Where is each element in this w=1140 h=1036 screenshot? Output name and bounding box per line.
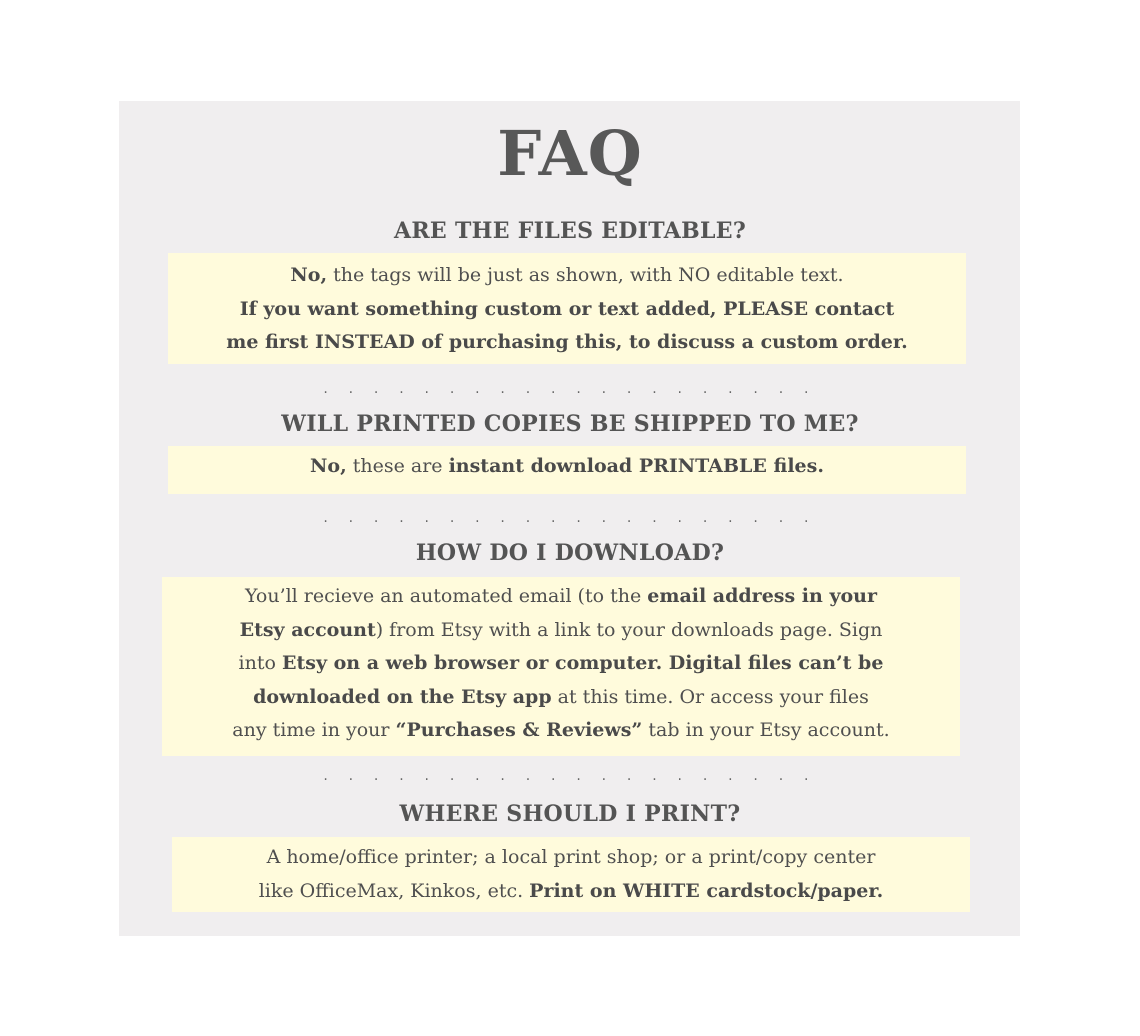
answer-line <box>162 681 960 715</box>
answer-text: any time in your <box>232 719 396 741</box>
answer-text: ) from Etsy with a link to your downloads page. Sign <box>375 618 883 641</box>
answer-line <box>168 450 966 484</box>
answer-line <box>172 841 970 875</box>
faq-answer-editable <box>168 253 966 364</box>
answer-bold-text: No, <box>310 455 347 477</box>
answer-line <box>162 647 960 681</box>
answer-text: into <box>238 652 282 674</box>
faq-question-print: WHERE SHOULD I PRINT? <box>399 801 741 827</box>
answer-bold-text: me first INSTEAD of purchasing this, to discuss a custom order. <box>226 331 908 353</box>
answer-text: the tags will be just as shown, with NO editable text. <box>327 264 844 286</box>
answer-bold-text: Print on WHITE cardstock/paper. <box>529 879 884 902</box>
faq-answer-print <box>172 837 970 912</box>
answer-line <box>162 614 960 648</box>
faq-question-download: HOW DO I DOWNLOAD? <box>415 540 725 566</box>
answer-bold-text: “Purchases & Reviews” <box>395 719 643 741</box>
answer-line <box>168 293 966 327</box>
answer-line <box>162 580 960 614</box>
section-divider: . . . . . . . . . . . . . . . . . . . . <box>323 768 817 784</box>
section-divider: . . . . . . . . . . . . . . . . . . . . <box>323 510 817 526</box>
answer-bold-text: Etsy on a web browser or computer. Digital files can’t be <box>281 652 884 674</box>
answer-bold-text: instant download PRINTABLE files. <box>448 455 824 477</box>
answer-line <box>168 326 966 360</box>
answer-bold-text: If you want something custom or text added, PLEASE contact <box>239 297 895 320</box>
answer-line <box>162 714 960 748</box>
faq-answer-download <box>162 577 960 756</box>
answer-text: like OfficeMax, Kinkos, etc. <box>258 879 530 902</box>
answer-text: A home/office printer; a local print shop; or a print/copy center <box>266 846 876 868</box>
answer-text: tab in your Etsy account. <box>642 719 890 741</box>
faq-question-shipping: WILL PRINTED COPIES BE SHIPPED TO ME? <box>281 411 859 437</box>
answer-bold-text: email address in your <box>647 585 877 607</box>
faq-question-editable: ARE THE FILES EDITABLE? <box>393 218 747 244</box>
answer-bold-text: downloaded on the Etsy app <box>253 685 552 708</box>
answer-bold-text: Etsy account <box>239 618 376 641</box>
section-divider: . . . . . . . . . . . . . . . . . . . . <box>323 381 817 397</box>
answer-text: these are <box>346 455 449 477</box>
answer-line <box>172 875 970 909</box>
page-title: FAQ <box>497 117 643 190</box>
faq-answer-shipping <box>168 446 966 494</box>
answer-bold-text: No, <box>290 264 328 286</box>
answer-text: at this time. Or access your files <box>551 685 869 708</box>
answer-text: You’ll recieve an automated email (to the <box>245 585 648 607</box>
answer-line <box>168 259 966 293</box>
